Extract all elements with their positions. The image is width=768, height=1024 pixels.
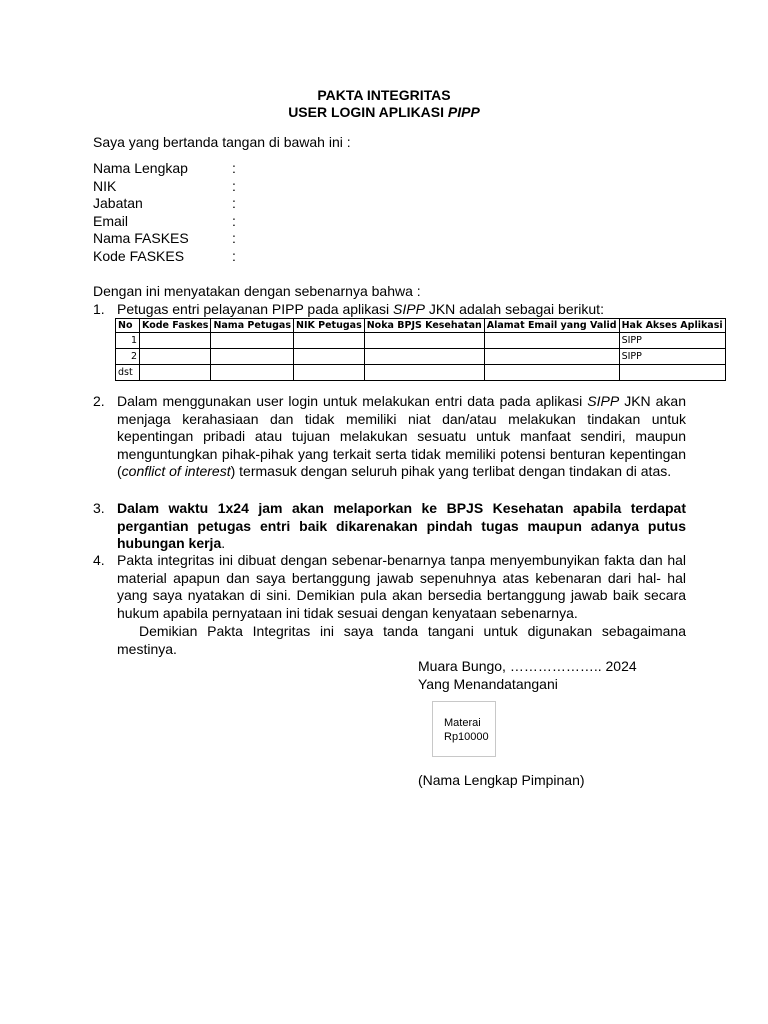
item-1-text-b: JKN adalah sebagai berikut: — [424, 301, 604, 317]
table-row — [116, 365, 726, 381]
stamp-value: Rp10000 — [444, 731, 489, 743]
table-cell — [211, 349, 294, 365]
column-header-noka-bpjs: Noka BPJS Kesehatan — [364, 319, 484, 333]
document-subtitle — [0, 104, 768, 120]
table-cell — [364, 365, 484, 381]
stamp-label: Materai — [444, 717, 481, 729]
field-colon: : — [232, 160, 236, 176]
field-label: Kode FASKES — [93, 247, 185, 264]
table-row — [116, 333, 726, 349]
table-cell — [140, 365, 211, 381]
stamp-box — [432, 701, 496, 757]
item-number: 2. — [93, 393, 105, 409]
table-cell — [484, 333, 619, 349]
table-cell-hak-akses: SIPP — [619, 349, 725, 365]
field-label: NIK — [93, 177, 117, 194]
item-2-text — [117, 393, 686, 481]
subtitle-text: USER LOGIN APLIKASI — [288, 104, 448, 120]
table-cell — [364, 333, 484, 349]
signer-label: Yang Menandatangani — [418, 676, 558, 692]
table-cell — [484, 365, 619, 381]
table-cell — [211, 365, 294, 381]
field-colon: : — [232, 195, 236, 212]
column-header-nama-petugas: Nama Petugas — [211, 319, 294, 333]
item-number: 3. — [93, 500, 105, 516]
item-2-app-name: SIPP — [587, 393, 620, 409]
table-cell — [294, 333, 365, 349]
field-colon: : — [232, 247, 236, 264]
field-label: Jabatan — [93, 195, 143, 212]
table-cell — [211, 333, 294, 349]
table-cell — [140, 333, 211, 349]
field-colon: : — [232, 177, 236, 194]
item-1-app-name: SIPP — [393, 301, 425, 317]
item-1-text — [117, 301, 604, 319]
column-header-email: Alamat Email yang Valid — [484, 319, 619, 333]
table-cell — [294, 365, 365, 381]
place-date: Muara Bungo, ……………….. 2024 — [418, 658, 637, 674]
table-cell-no: 2 — [116, 349, 140, 365]
item-2-text-c: ) termasuk dengan seluruh pihak yang terlibat dengan tindakan di atas. — [230, 463, 672, 479]
item-2-text-b: JKN akan menjaga kerahasiaan dan tidak memiliki niat dan/atau melakukan tindakan untuk kepentingan pribadi atau tujuan melakukan sesuatu untuk manfaat sendiri, maupun menguntungkan pihak-pihak yang terkait serta tidak memiliki potensi benturan kepentingan ( — [117, 393, 686, 479]
field-label: Nama Lengkap — [93, 160, 188, 176]
item-2-conflict-term: conflict of interest — [121, 463, 231, 479]
table-header-row — [116, 319, 726, 333]
field-colon: : — [232, 212, 236, 229]
document-title: PAKTA INTEGRITAS — [317, 87, 451, 103]
item-3-bold-text: Dalam waktu 1x24 jam akan melaporkan ke BPJS Kesehatan apabila terdapat pergantian petugas entri baik dikarenakan pindah tugas maupun adanya putus hubungan kerja — [117, 500, 686, 551]
officer-table — [115, 318, 726, 381]
item-number: 1. — [93, 301, 105, 317]
field-colon: : — [232, 230, 236, 247]
item-3-text — [117, 500, 686, 553]
column-header-no: No — [116, 319, 140, 333]
column-header-hak-akses: Hak Akses Aplikasi — [619, 319, 725, 333]
table-cell — [364, 349, 484, 365]
table-cell — [294, 349, 365, 365]
field-label: Nama FASKES — [93, 230, 189, 247]
subtitle-app-name: PIPP — [447, 104, 480, 120]
field-kode-faskes — [93, 248, 393, 266]
field-label: Email — [93, 212, 129, 229]
table-cell-hak-akses — [619, 365, 725, 381]
intro-text: Saya yang bertanda tangan di bawah ini : — [93, 134, 351, 150]
table-cell — [484, 349, 619, 365]
item-4-text: Pakta integritas ini dibuat dengan sebenar-benarnya tanpa menyembunyikan fakta dan hal material apapun dan saya bertanggung jawab sepenuhnya atas kebenaran dari hal- hal yang saya nyatakan di sini. Demikian pula akan bersedia bertanggung jawab baik secara hukum apabila pernyataan ini tidak sesuai dengan kenyataan sebenarnya. — [117, 552, 686, 621]
field-email — [93, 213, 393, 231]
field-nama-lengkap — [93, 160, 393, 178]
declaration-text: Dengan ini menyatakan dengan sebenarnya bahwa : — [93, 283, 421, 299]
item-1-text-a: Petugas entri pelayanan PIPP pada aplikasi — [117, 301, 394, 317]
closing-paragraph: Demikian Pakta Integritas ini saya tanda tangani untuk digunakan sebagaimana mestinya. — [117, 623, 686, 657]
table-cell-no: dst — [116, 365, 140, 381]
field-nik — [93, 178, 393, 196]
item-number: 4. — [93, 552, 105, 568]
item-3-text-end: . — [221, 535, 226, 551]
table-row — [116, 349, 726, 365]
table-cell-no: 1 — [116, 333, 140, 349]
column-header-kode-faskes: Kode Faskes — [140, 319, 211, 333]
table-cell — [140, 349, 211, 365]
table-cell-hak-akses: SIPP — [619, 333, 725, 349]
signer-name: (Nama Lengkap Pimpinan) — [418, 772, 585, 788]
item-2-text-a: Dalam menggunakan user login untuk melakukan entri data pada aplikasi — [117, 393, 588, 409]
column-header-nik-petugas: NIK Petugas — [294, 319, 365, 333]
field-jabatan — [93, 195, 393, 213]
identity-fields — [93, 160, 393, 266]
field-nama-faskes — [93, 230, 393, 248]
